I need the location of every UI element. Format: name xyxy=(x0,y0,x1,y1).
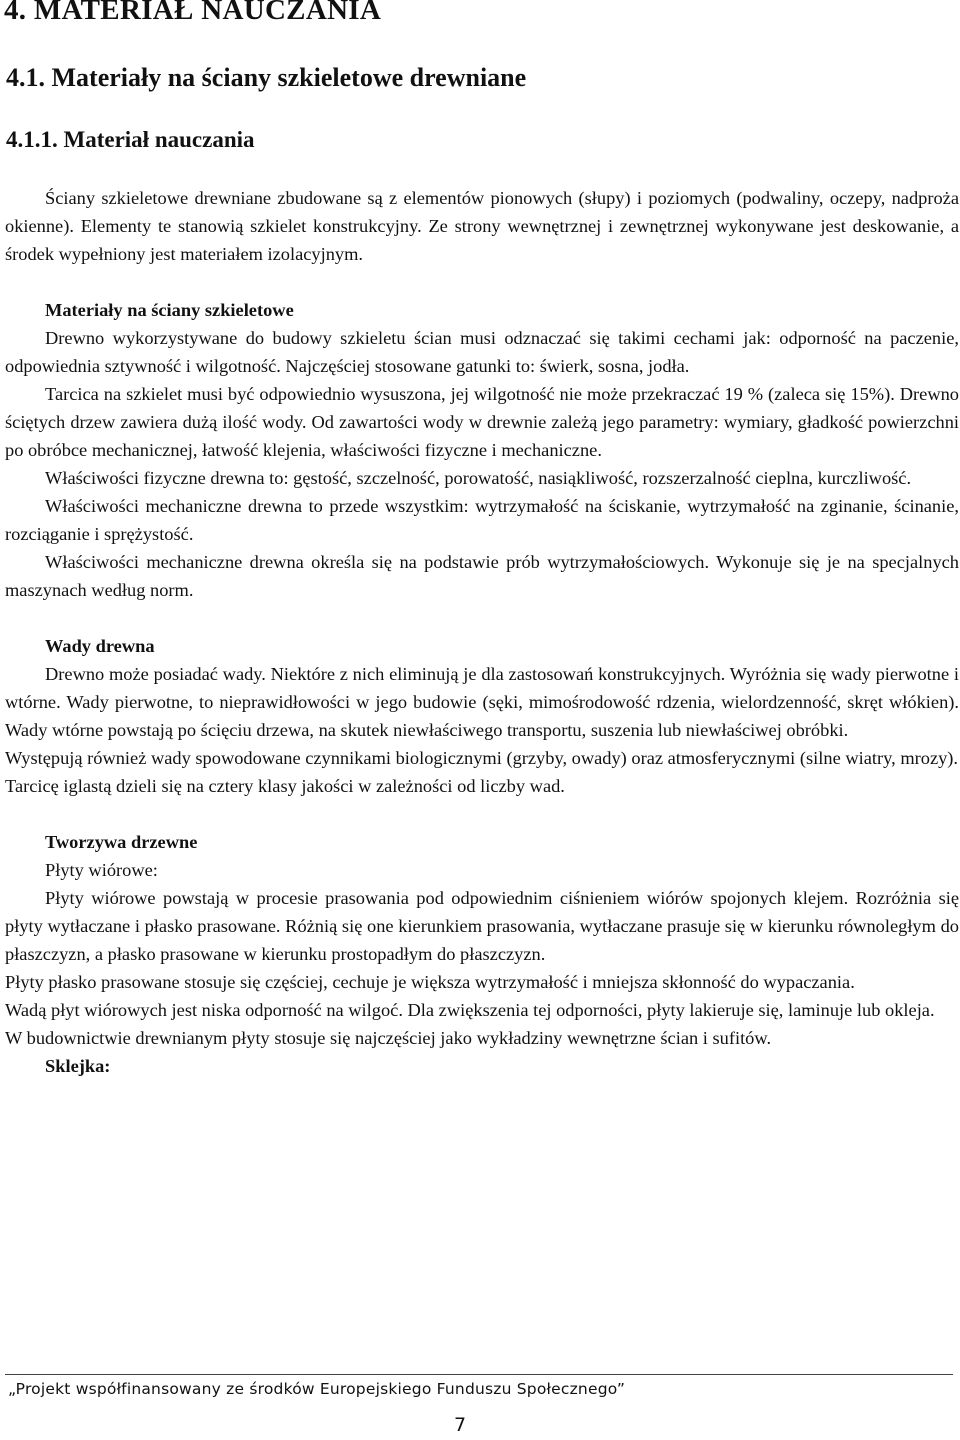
materials-paragraph-4: Właściwości mechaniczne drewna to przede wszystkim: wytrzymałość na ściskanie, wytrzymałość na zginanie, ścinanie, rozciąganie i sprężystość. xyxy=(5,496,959,544)
chipboard-paragraph-3: Wadą płyt wiórowych jest niska odporność na wilgoć. Dla zwiększenia tej odporności, płyty lakieruje się, laminuje lub okleja. xyxy=(5,1000,935,1020)
chapter-title: 4. MATERIAŁ NAUCZANIA xyxy=(4,0,382,26)
chipboard-paragraph-2: Płyty płasko prasowane stosuje się częściej, cechuje je większa wytrzymałość i mniejsza skłonność do wypaczania. xyxy=(5,972,855,992)
materials-paragraph-1: Drewno wykorzystywane do budowy szkieletu ścian musi odznaczać się takimi cechami jak: odporność na paczenie, odpowiednia sztywność i wilgotność. Najczęściej stosowane gatunki to: świerk, sosna, jodła. xyxy=(5,328,959,376)
section-title: 4.1. Materiały na ściany szkieletowe drewniane xyxy=(6,63,527,92)
materials-paragraph-5: Właściwości mechaniczne drewna określa się na podstawie prób wytrzymałościowych. Wykonuje się je na specjalnych maszynach według norm. xyxy=(5,552,959,600)
defects-paragraph-3: Tarcicę iglastą dzieli się na cztery klasy jakości w zależności od liczby wad. xyxy=(5,776,565,796)
materials-paragraph-3: Właściwości fizyczne drewna to: gęstość, szczelność, porowatość, nasiąkliwość, rozszerzalność cieplna, kurczliwość. xyxy=(45,468,912,488)
chipboard-subheading: Płyty wiórowe: xyxy=(45,860,158,880)
defects-paragraph-1: Drewno może posiadać wady. Niektóre z nich eliminują je dla zastosowań konstrukcyjnych. Wyróżnia się wady pierwotne i wtórne. Wady pierwotne, to nieprawidłowości w jego budowie (sęki, mimośrodowość rdzenia, wielordzenność, skręt włókien). Wady wtórne powstają po ścięciu drzewa, na skutek niewłaściwego transportu, suszenia lub niewłaściwej obróbki. xyxy=(5,664,959,740)
subsection-title: 4.1.1. Materiał nauczania xyxy=(6,127,255,152)
chipboard-paragraph-4: W budownictwie drewnianym płyty stosuje się najczęściej jako wykładziny wewnętrzne ścian i sufitów. xyxy=(5,1028,772,1048)
page-number: 7 xyxy=(453,1414,467,1436)
plywood-heading: Sklejka: xyxy=(45,1056,111,1076)
footer-divider xyxy=(5,1374,953,1375)
spacer xyxy=(5,800,959,828)
materials-heading: Materiały na ściany szkieletowe xyxy=(45,300,294,320)
chipboard-paragraph-1: Płyty wiórowe powstają w procesie prasowania pod odpowiednim ciśnieniem wiórów spojonych klejem. Rozróżnia się płyty wytłaczane i płasko prasowane. Różnią się one kierunkiem prasowania, wytłaczane prasuje się w kierunku równoległym do płaszczyzn, a płasko prasowane w kierunku prostopadłym do płaszczyzn. xyxy=(5,888,959,964)
materials-paragraph-2: Tarcica na szkielet musi być odpowiednio wysuszona, jej wilgotność nie może przekraczać 19 % (zaleca się 15%). Drewno ściętych drzew zawiera dużą ilość wody. Od zawartości wody w drewnie zależą jego parametry: wymiary, gładkość powierzchni po obróbce mechanicznej, łatwość klejenia, właściwości fizyczne i mechaniczne. xyxy=(5,384,959,460)
footer-funding-note: „Projekt współfinansowany ze środków Europejskiego Funduszu Społecznego” xyxy=(8,1380,626,1398)
wood-materials-heading: Tworzywa drzewne xyxy=(45,832,198,852)
intro-paragraph: Ściany szkieletowe drewniane zbudowane są z elementów pionowych (słupy) i poziomych (podwaliny, oczepy, nadproża okienne). Elementy te stanowią szkielet konstrukcyjny. Ze strony wewnętrznej i zewnętrznej wykonywane jest deskowanie, a środek wypełniony jest materiałem izolacyjnym. xyxy=(5,188,959,264)
defects-heading: Wady drewna xyxy=(45,636,155,656)
spacer xyxy=(5,604,959,632)
defects-paragraph-2: Występują również wady spowodowane czynnikami biologicznymi (grzyby, owady) oraz atmosferycznymi (silne wiatry, mrozy). xyxy=(5,748,959,768)
document-body xyxy=(5,184,959,1080)
